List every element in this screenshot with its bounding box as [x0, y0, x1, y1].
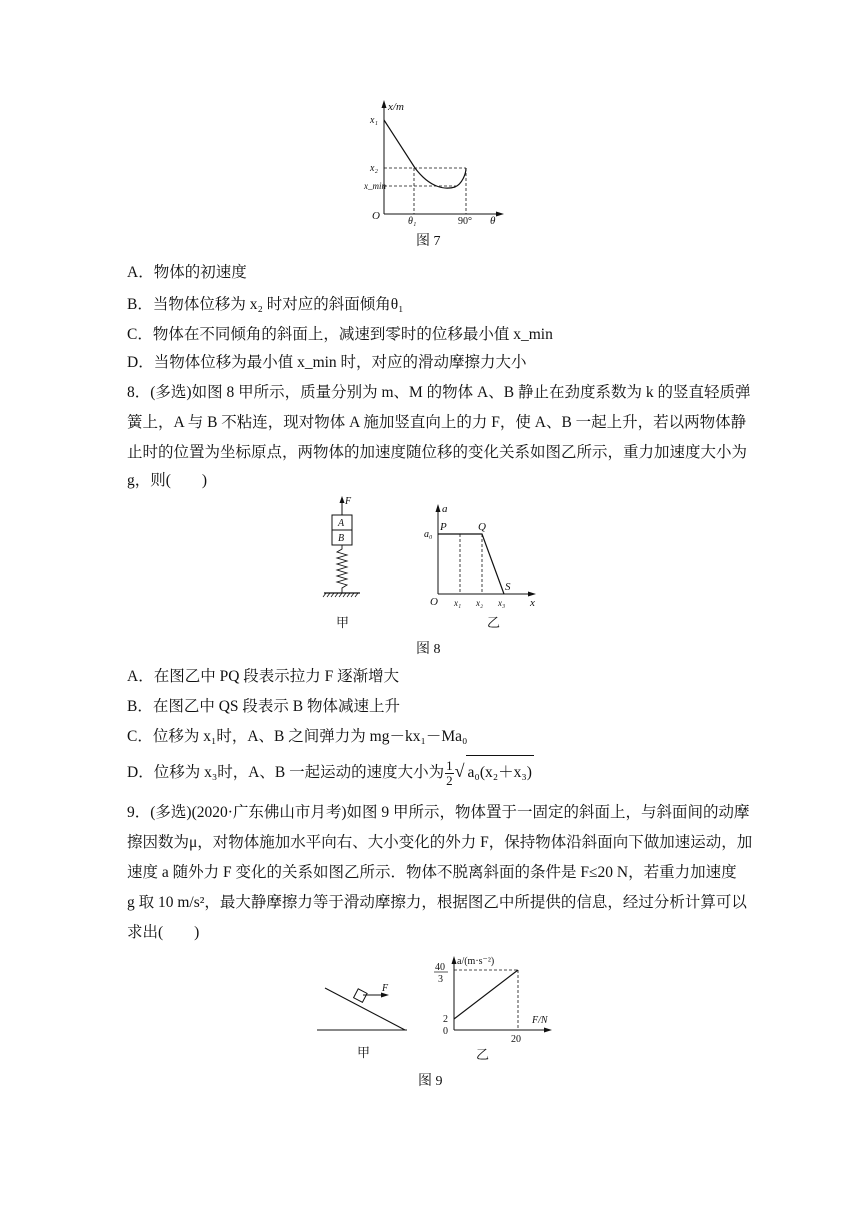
fig8-p: P — [440, 521, 447, 533]
fig9-y2: 2 — [443, 1014, 448, 1025]
q7-option-b: B．当物体位移为 x₂ 时对应的斜面倾角θ₁ — [127, 296, 404, 313]
fig7-ylabel: x/m — [388, 101, 404, 113]
q9-stem-line2: 擦因数为μ，对物体施加水平向右、大小变化的外力 F，保持物体沿斜面向下做加速运动，加 — [127, 834, 753, 851]
q7-option-d: D．当物体位移为最小值 x_min 时，对应的滑动摩擦力大小 — [127, 354, 527, 371]
q8-option-b: B．在图乙中 QS 段表示 B 物体减速上升 — [127, 698, 400, 715]
q8-stem-line1: 8．(多选)如图 8 甲所示，质量分别为 m、M 的物体 A、B 静止在劲度系数为 k 的竖直轻质弹 — [127, 384, 751, 401]
figure-9-yi-graph — [430, 952, 565, 1044]
fraction-denominator: 2 — [446, 772, 453, 788]
figure-8-yi-graph — [420, 500, 545, 612]
q9-stem-line4: g 取 10 m/s²，最大静摩擦力等于滑动摩擦力，根据图乙中所提供的信息，经过分析计算可以 — [127, 894, 747, 911]
q8-option-d-sqrt: a₀(x₂＋x₃) — [466, 755, 534, 790]
q9-stem-line5: 求出( ) — [127, 924, 200, 941]
fig8-ylabel: a — [442, 503, 448, 515]
q8-stem-line2: 簧上，A 与 B 不粘连，现对物体 A 施加竖直向上的力 F，使 A、B 一起上升，若以两物体静 — [127, 414, 747, 431]
q9-stem-line3: 速度 a 随外力 F 变化的关系如图乙所示．物体不脱离斜面的条件是 F≤20 N，若重力加速度 — [127, 864, 737, 881]
q8-option-d-prefix: D．位移为 x₃时，A、B 一起运动的速度大小为 — [127, 764, 445, 781]
block — [354, 989, 368, 1003]
fig8-origin: O — [430, 596, 438, 608]
fig9-xlabel: F/N — [532, 1015, 548, 1026]
fig9-y0: 0 — [443, 1026, 448, 1037]
fig8-label-b: B — [338, 533, 345, 544]
fig7-x2: x₂ — [370, 163, 378, 174]
fig7-theta: θ — [490, 215, 496, 226]
q8-option-a: A．在图乙中 PQ 段表示拉力 F 逐渐增大 — [127, 668, 400, 685]
fig8-x1: x₁ — [454, 598, 462, 608]
fig9-y40: 40 — [435, 962, 445, 973]
spring — [337, 545, 347, 593]
fig9-y3: 3 — [438, 974, 443, 985]
fig8-s: S — [505, 581, 511, 593]
fig7-theta1: θ₁ — [408, 216, 417, 226]
q8-stem-line4: g，则( ) — [127, 472, 208, 489]
fig7-curve — [384, 120, 466, 188]
figure-7-graph — [360, 98, 510, 226]
fig7-x1: x₁ — [370, 115, 378, 126]
fig8-a0: a₀ — [424, 529, 433, 540]
figure-8-yi-label: 乙 — [487, 615, 501, 630]
figure-9-jia-incline — [315, 968, 413, 1038]
fig8-x2: x₂ — [476, 598, 484, 608]
figure-9-jia-label: 甲 — [357, 1045, 371, 1060]
figure-9-yi-label: 乙 — [476, 1047, 490, 1062]
q7-option-c: C．物体在不同倾角的斜面上，减速到零时的位移最小值 x_min — [127, 326, 553, 343]
fraction-numerator: 1 — [446, 757, 453, 773]
fig9-a-line — [454, 970, 518, 1019]
q8-option-c: C．位移为 x₁时，A、B 之间弹力为 mg－kx₁－Ma₀ — [127, 728, 468, 745]
fig9-ylabel: a/(m·s⁻²) — [457, 956, 495, 967]
fig8-label-a: A — [338, 518, 345, 529]
figure-7-caption: 图 7 — [416, 234, 441, 249]
fig9-force-label: F — [382, 983, 389, 994]
fig7-xmin: x_min — [364, 181, 386, 191]
fig7-origin: O — [372, 210, 380, 222]
figure-9-caption: 图 9 — [418, 1074, 443, 1089]
fig9-x20: 20 — [511, 1034, 521, 1044]
figure-8-jia-spring — [318, 495, 368, 607]
q9-stem-line1: 9．(多选)(2020·广东佛山市月考)如图 9 甲所示，物体置于一固定的斜面上，与斜面间的动摩 — [127, 804, 750, 821]
fig8-a-curve — [438, 534, 504, 594]
q8-option-d-fraction — [445, 759, 454, 788]
fig8-x3: x₃ — [498, 598, 506, 608]
fig8-xaxis: x — [530, 597, 535, 609]
q7-option-a: A．物体的初速度 — [127, 264, 247, 281]
fig7-90deg: 90° — [458, 216, 472, 226]
q8-stem-line3: 止时的位置为坐标原点，两物体的加速度随位移的变化关系如图乙所示，重力加速度大小为 — [127, 444, 748, 461]
figure-8-caption: 图 8 — [416, 642, 441, 657]
q8-option-d: D．位移为 x₃时，A、B 一起运动的速度大小为 $\frac{1}{2}$ √ a₀(x₂＋x₃) — [127, 754, 534, 790]
fig8-force-label: F — [345, 496, 352, 507]
fig8-q: Q — [478, 521, 486, 533]
figure-8-jia-label: 甲 — [336, 615, 350, 630]
